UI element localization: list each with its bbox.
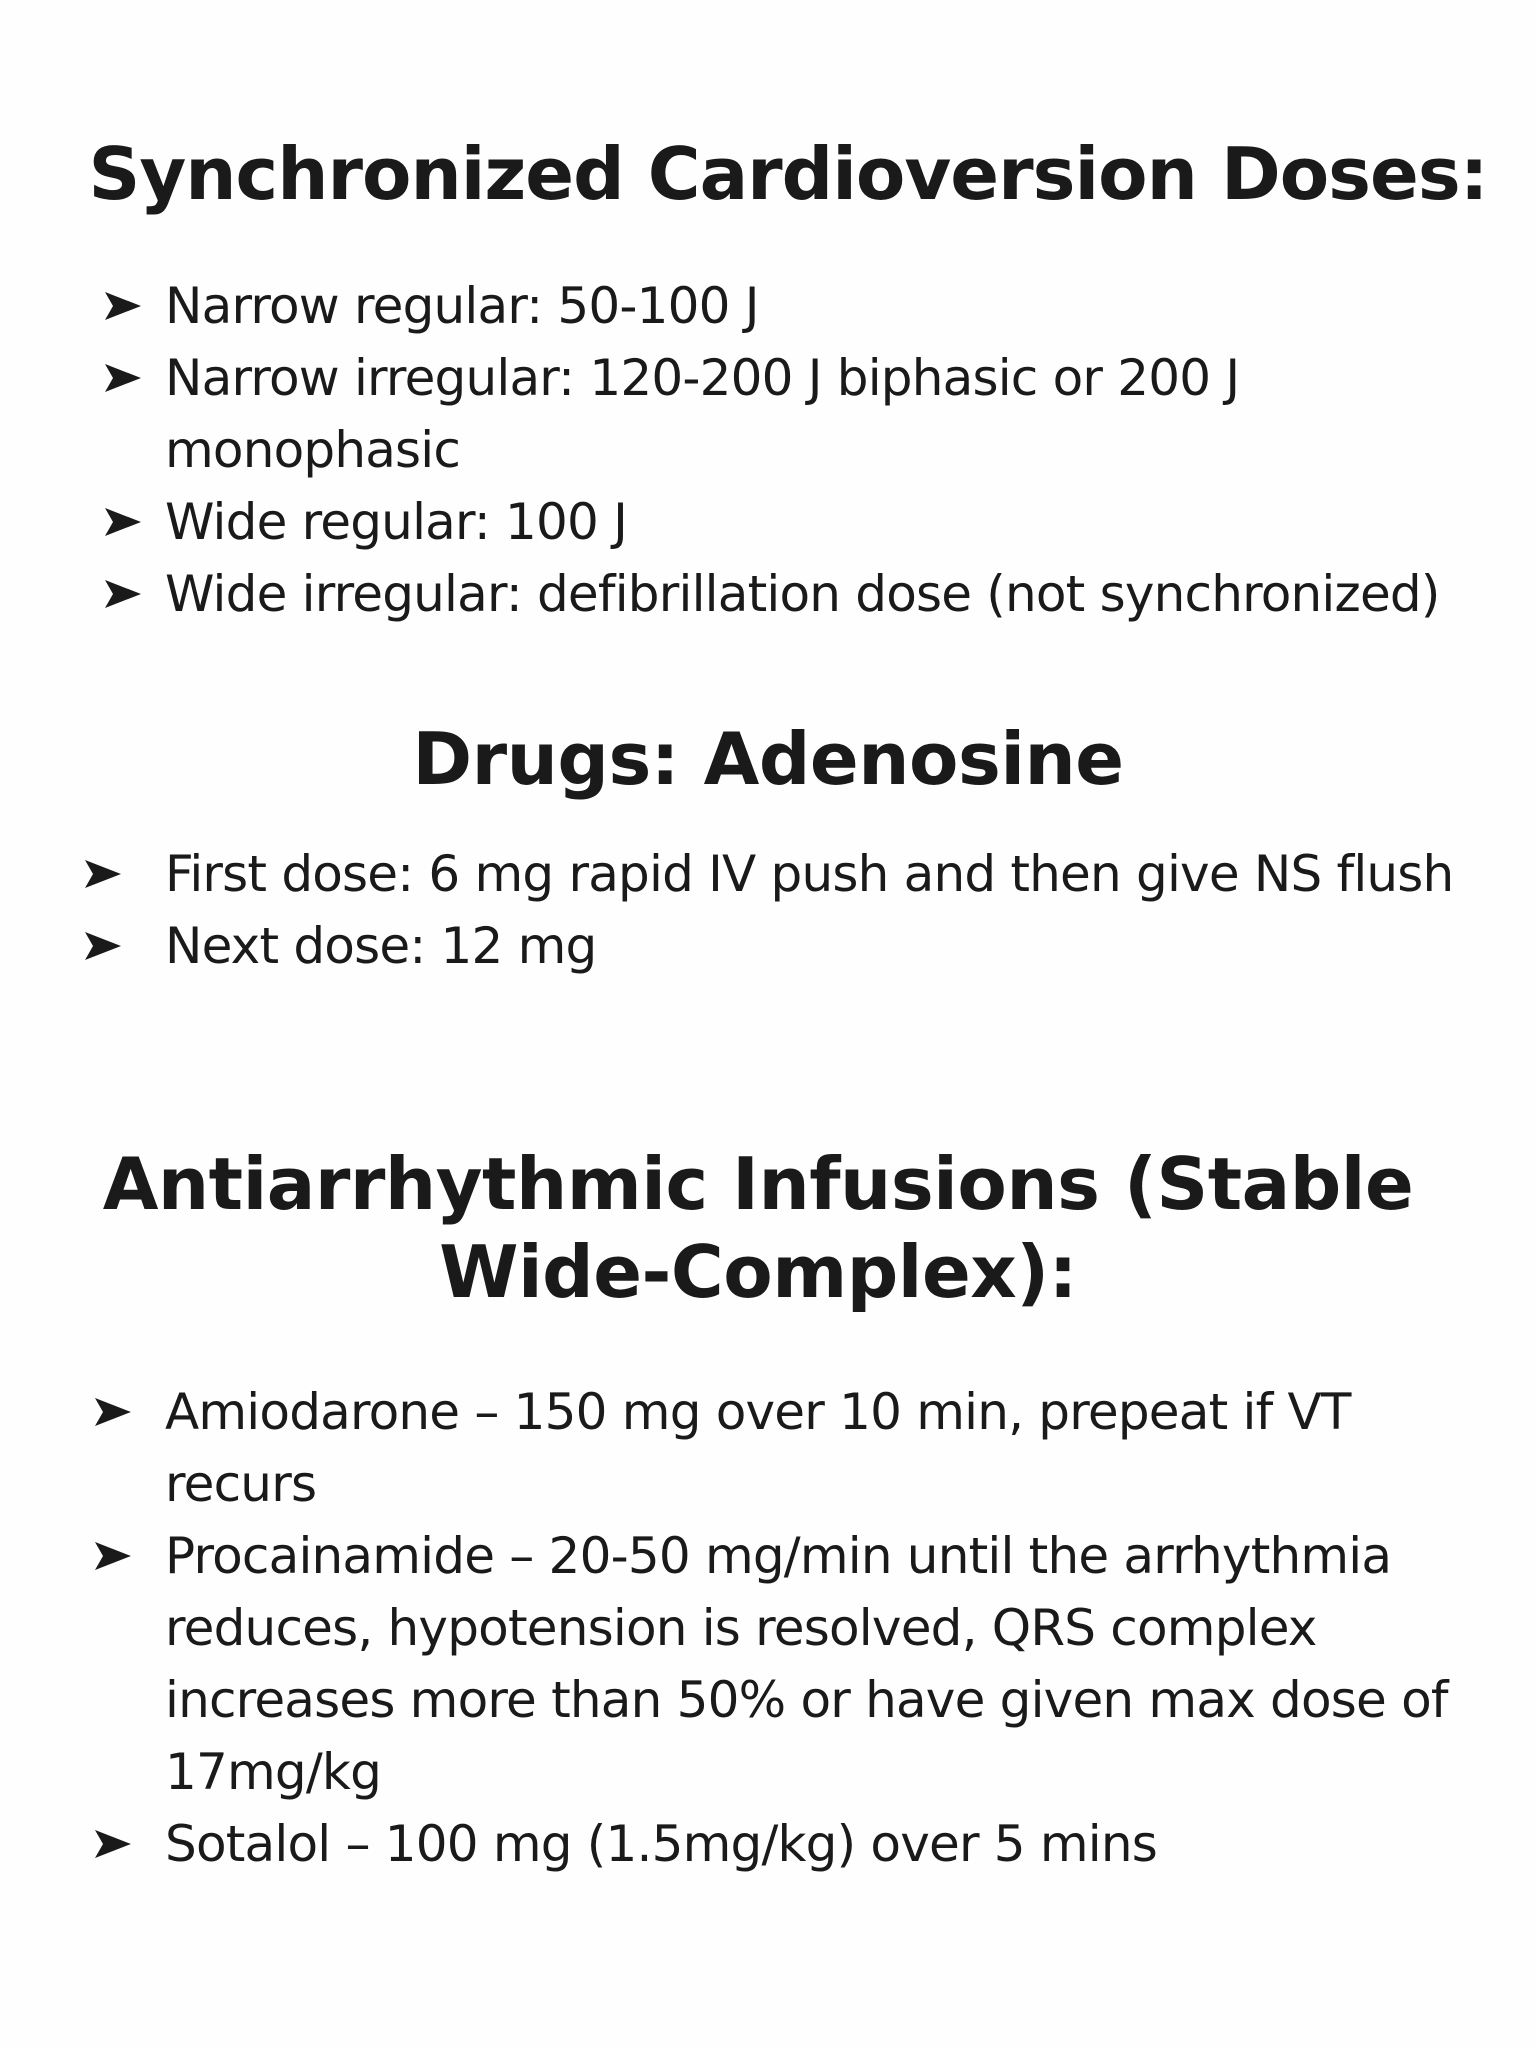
- list-item: [95, 1376, 1475, 1520]
- section-title-antiarrhythmic: Antiarrhythmic Infusions (Stable Wide-Complex):: [102, 1142, 1414, 1314]
- list-item-text: Next dose: 12 mg: [165, 917, 597, 975]
- arrowhead-bullet-icon: [85, 860, 121, 888]
- arrowhead-bullet-icon: [95, 1542, 131, 1570]
- antiarrhythmic-list: [95, 1376, 1475, 1880]
- list-item-text: Wide irregular: defibrillation dose (not synchronized): [165, 565, 1440, 623]
- cardioversion-list: [105, 270, 1525, 630]
- section-title-adenosine: Drugs: Adenosine: [412, 717, 1124, 801]
- arrowhead-bullet-icon: [105, 364, 141, 392]
- arrowhead-bullet-icon: [105, 580, 141, 608]
- arrowhead-bullet-icon: [95, 1398, 131, 1426]
- arrowhead-bullet-icon: [95, 1830, 131, 1858]
- list-item-text: Narrow irregular: 120-200 J biphasic or 200 J monophasic: [165, 349, 1240, 479]
- list-item: [105, 342, 1525, 486]
- section-title-cardioversion: Synchronized Cardioversion Doses:: [88, 132, 1488, 216]
- list-item-text: Amiodarone – 150 mg over 10 min, prepeat if VT recurs: [165, 1383, 1351, 1513]
- list-item: [105, 558, 1525, 630]
- list-item: [95, 1520, 1475, 1808]
- adenosine-list: [85, 838, 1465, 982]
- list-item-text: Wide regular: 100 J: [165, 493, 628, 551]
- list-item-text: Narrow regular: 50-100 J: [165, 277, 759, 335]
- arrowhead-bullet-icon: [85, 932, 121, 960]
- list-item: [95, 1808, 1475, 1880]
- list-item: [85, 910, 1465, 982]
- list-item: [105, 486, 1525, 558]
- list-item-text: Sotalol – 100 mg (1.5mg/kg) over 5 mins: [165, 1815, 1158, 1873]
- list-item: [105, 270, 1525, 342]
- list-item-text: First dose: 6 mg rapid IV push and then give NS flush: [165, 845, 1454, 903]
- list-item: [85, 838, 1465, 910]
- list-item-text: Procainamide – 20-50 mg/min until the arrhythmia reduces, hypotension is resolved, QRS complex increases more than 50% or have given max dose of 17mg/kg: [165, 1527, 1448, 1801]
- arrowhead-bullet-icon: [105, 292, 141, 320]
- arrowhead-bullet-icon: [105, 508, 141, 536]
